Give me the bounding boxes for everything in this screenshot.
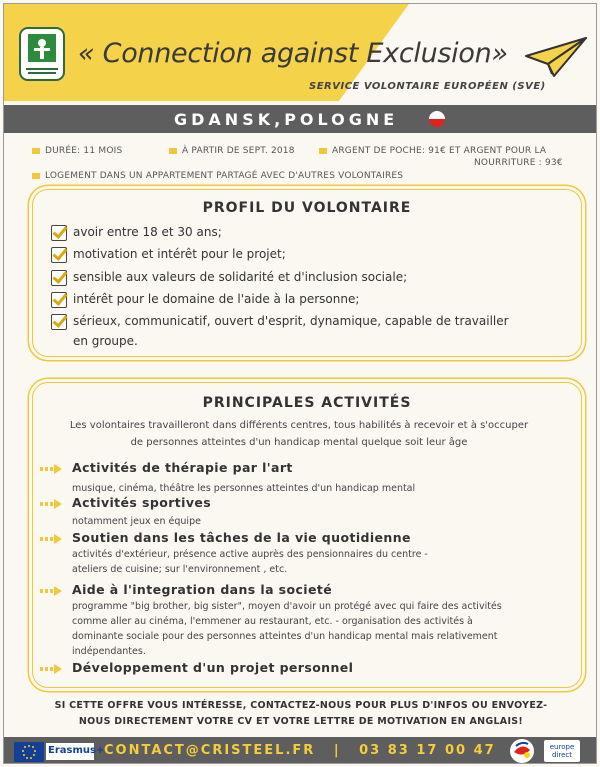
activity-description-line: programme "big brother, big sister", moyen d'avoir un protégé avec qui faire des activités [72,601,502,612]
contact-note-line: NOUS DIRECTEMENT VOTRE CV ET VOTRE LETTRE DE MOTIVATION EN ANGLAIS! [78,716,524,727]
activity-description [72,599,502,659]
activity-title: Soutien dans les tâches de la vie quotidienne [72,530,411,545]
checkbox-icon [51,247,67,263]
activity-title: Aide à l'integration dans la societé [72,582,333,597]
info-start [169,146,295,156]
bullet-icon [32,173,40,179]
activity-title: Activités de thérapie par l'art [72,460,293,475]
profile-item: avoir entre 18 et 30 ans; [73,225,222,239]
start-text: À PARTIR DE SEPT. 2018 [182,146,295,156]
duration-text: DURÉE: 11 MOIS [45,146,123,156]
activities-intro-line: de personnes atteintes d'un handicap mental quelque soit leur âge [130,437,468,448]
info-housing [32,171,403,181]
location-text: GDANSK,POLOGNE [174,110,399,129]
activity-description-line: indépendantes. [72,646,146,657]
europe-direct-logo-icon [509,738,535,764]
profile-box [32,189,582,357]
activity-title: Activités sportives [72,495,212,510]
activities-intro-line: Les volontaires travailleront dans différents centres, tous habilités à recevoir et à s'occuper [69,420,529,431]
activity-description [72,547,428,577]
flyer-title: « Connection against Exclusion» [78,38,508,69]
profile-item: motivation et intérêt pour le projet; [73,247,286,261]
pocket-money-text: ARGENT DE POCHE: 91€ ET ARGENT POUR LA [332,146,547,156]
activities-title: PRINCIPALES ACTIVITÉS [202,395,412,411]
europe-direct-label [544,740,580,762]
flyer [3,3,597,764]
activities-intro [44,417,554,451]
activity-description-line: comme aller au cinéma, l'emmener au restaurant, etc. - organisation des activités à [72,616,473,627]
bullet-icon [32,148,40,154]
organization-logo-icon [18,26,66,82]
arrow-right-icon [40,664,62,674]
checkbox-icon [51,314,67,330]
housing-text: LOGEMENT DANS UN APPARTEMENT PARTAGÉ AVEC D'AUTRES VOLONTAIRES [45,171,404,181]
activity-description-line: ateliers de cuisine; sur l'environnement , etc. [72,564,288,575]
activity-description-line: dominante sociale pour des personnes atteintes d'un handicap mental mais relativement [72,631,498,642]
activity-description-line: activités d'extérieur, présence active auprès des pensionnaires du centre - [72,549,428,560]
europe-direct-line: direct [551,751,572,759]
flyer-subtitle: SERVICE VOLONTAIRE EUROPÉEN (SVE) [309,81,546,92]
profile-item-continuation: en groupe. [73,334,138,348]
arrow-right-icon [40,534,62,544]
checkbox-icon [51,270,67,286]
bullet-icon [319,148,327,154]
info-duration [32,146,122,156]
arrow-right-icon [40,499,62,509]
checkbox-icon [51,225,67,241]
header [4,4,597,101]
contact-note [44,698,558,730]
contact-email[interactable]: CONTACT@CRISTEEL.FR [104,743,316,758]
contact-note-line: SI CETTE OFFRE VOUS INTÉRESSE, CONTACTEZ-NOUS POUR PLUS D'INFOS OU ENVOYEZ- [54,700,548,711]
paper-plane-icon [524,34,588,78]
info-pocket-money [319,146,546,156]
profile-item: sérieux, communicatif, ouvert d'esprit, dynamique, capable de travailler [73,314,509,328]
contact-phone[interactable]: 03 83 17 00 47 [359,743,496,758]
bullet-icon [169,148,177,154]
poland-flag-icon [429,111,445,127]
profile-item: intérêt pour le domaine de l'aide à la personne; [73,292,360,306]
activity-description: notamment jeux en équipe [72,516,201,527]
arrow-right-icon [40,586,62,596]
eu-flag-icon [14,742,44,762]
arrow-right-icon [40,464,62,474]
location-bar [4,105,597,133]
profile-item: sensible aux valeurs de solidarité et d'inclusion sociale; [73,270,408,284]
europe-direct-line: europe [549,743,575,751]
contact-separator: | [333,743,341,758]
checkbox-icon [51,292,67,308]
footer [4,737,597,764]
erasmus-label: Erasmus+ [46,743,94,760]
info-pocket-money-cont: NOURRITURE : 93€ [474,158,563,168]
profile-title: PROFIL DU VOLONTAIRE [202,200,412,216]
activity-title: Développement d'un projet personnel [72,660,354,675]
activity-description: musique, cinéma, théâtre les personnes atteintes d'un handicap mental [72,483,416,494]
contact-line [104,743,496,758]
